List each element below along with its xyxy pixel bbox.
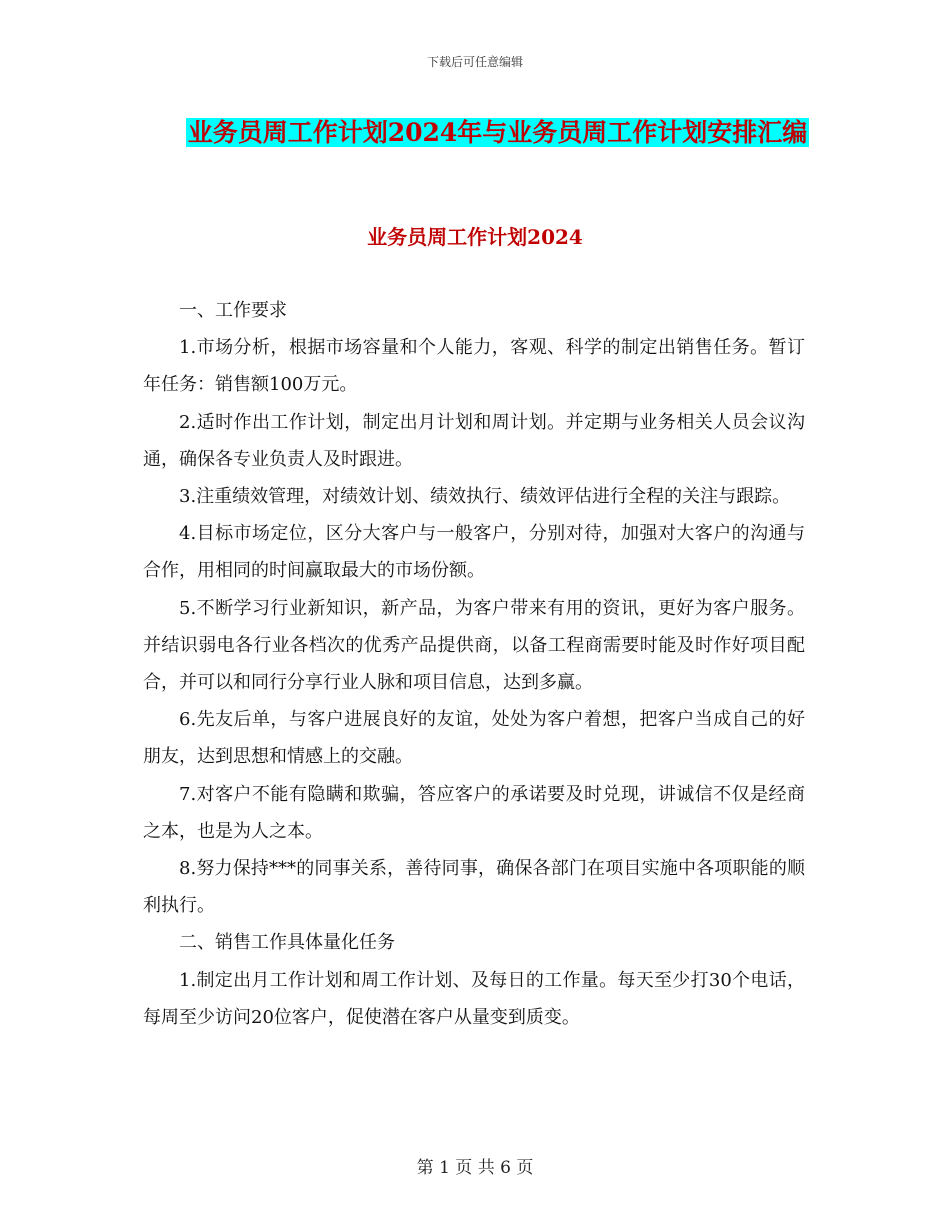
paragraph: 8.努力保持***的同事关系，善待同事，确保各部门在项目实施中各项职能的顺利执行。 — [143, 858, 805, 917]
document-body — [143, 292, 805, 1036]
paragraph: 7.对客户不能有隐瞒和欺骗，答应客户的承诺要及时兑现，讲诚信不仅是经商之本，也是为人之本。 — [143, 783, 805, 842]
paragraph: 二、销售工作具体量化任务 — [179, 932, 395, 954]
header-note: 下载后可任意编辑 — [426, 55, 523, 69]
paragraph: 2.适时作出工作计划，制定出月计划和周计划。并定期与业务相关人员会议沟通，确保各专业负责人及时跟进。 — [143, 411, 805, 470]
paragraph: 1.市场分析，根据市场容量和个人能力，客观、科学的制定出销售任务。暂订年任务：销售额100万元。 — [143, 337, 805, 396]
paragraph: 3.注重绩效管理，对绩效计划、绩效执行、绩效评估进行全程的关注与跟踪。 — [179, 486, 791, 508]
paragraph: 6.先友后单，与客户进展良好的友谊，处处为客户着想，把客户当成自己的好朋友，达到思想和情感上的交融。 — [143, 709, 805, 768]
document-title-text: 业务员周工作计划2024年与业务员周工作计划安排汇编 — [187, 118, 808, 147]
paragraph: 一、工作要求 — [179, 300, 287, 321]
section-title: 业务员周工作计划2024 — [367, 225, 583, 249]
paragraph: 4.目标市场定位，区分大客户与一般客户，分别对待，加强对大客户的沟通与合作，用相同的时间赢取最大的市场份额。 — [143, 523, 805, 582]
paragraph: 1.制定出月工作计划和周工作计划、及每日的工作量。每天至少打30个电话，每周至少访问20位客户，促使潜在客户从量变到质变。 — [143, 969, 805, 1028]
document-title — [185, 110, 810, 156]
paragraph: 5.不断学习行业新知识，新产品，为客户带来有用的资讯，更好为客户服务。并结识弱电各行业各档次的优秀产品提供商，以备工程商需要时能及时作好项目配合，并可以和同行分享行业人脉和项目信息，达到多赢。 — [143, 597, 805, 694]
page-footer: 第 1 页 共 6 页 — [416, 1158, 534, 1178]
